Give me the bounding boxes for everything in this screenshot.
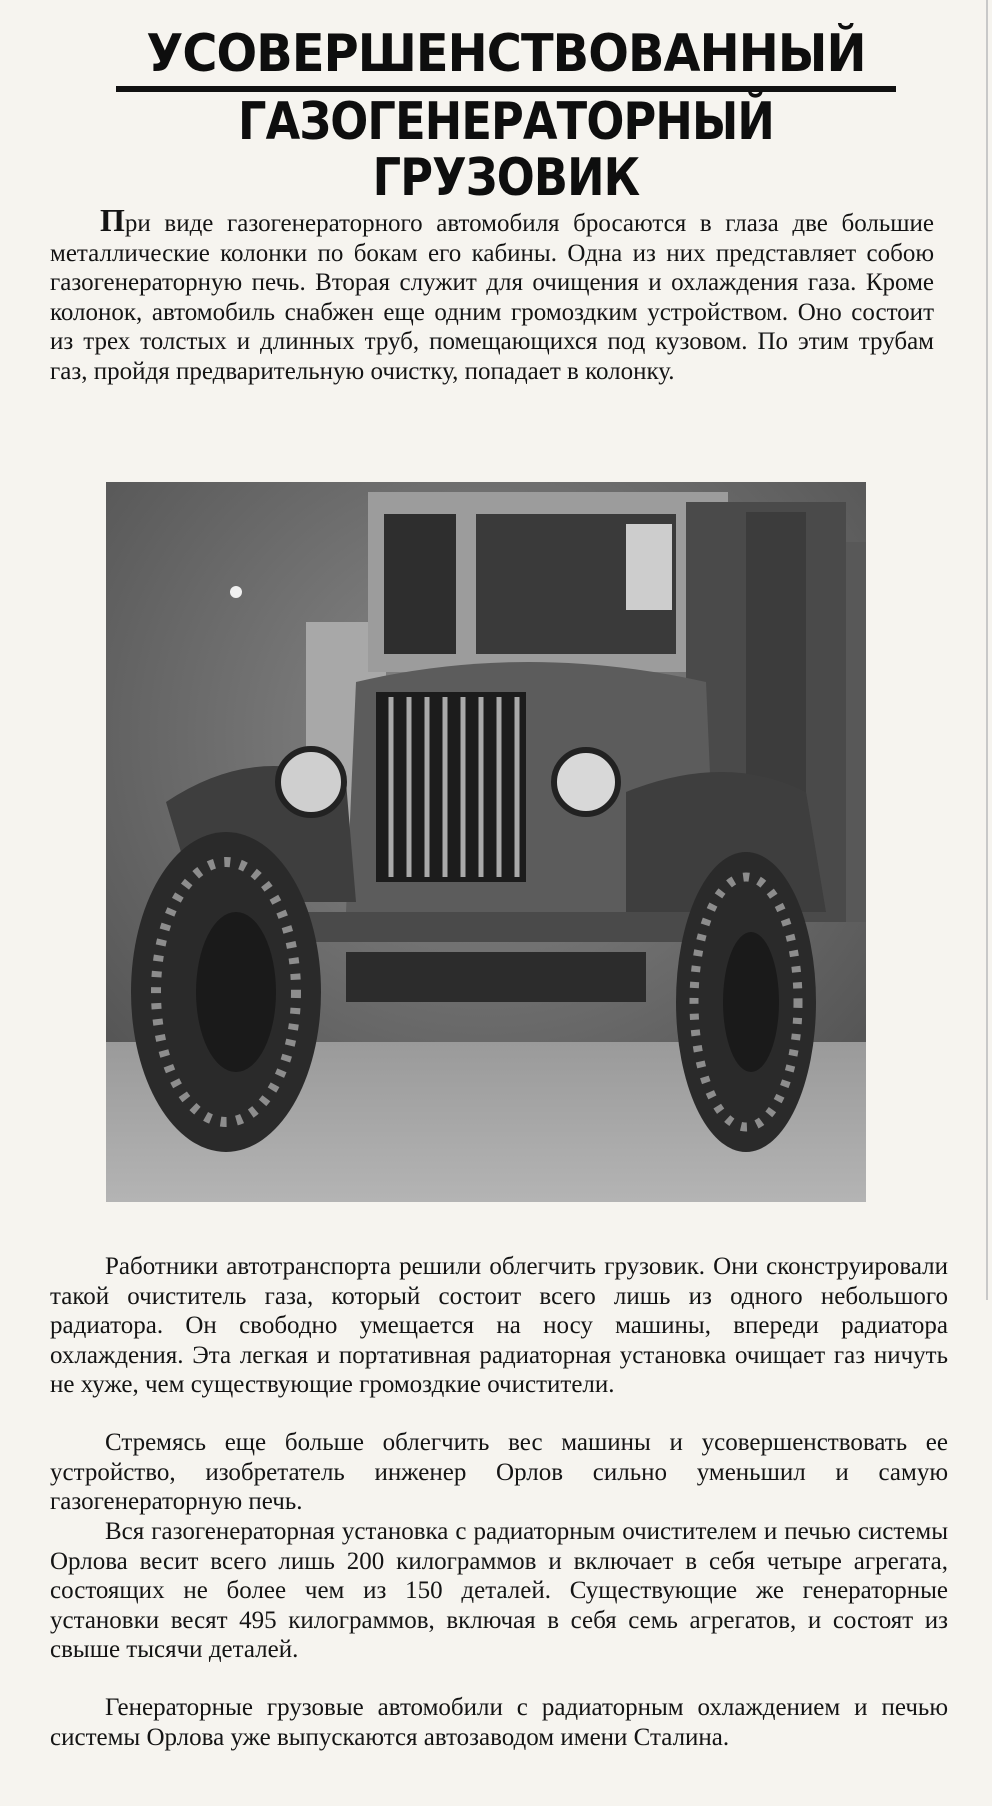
intro-paragraph [50, 202, 934, 386]
headline-line-2: ГАЗОГЕНЕРАТОРНЫЙ ГРУЗОВИК [237, 92, 775, 208]
body-paragraph-4: Генераторные грузовые автомобили с радиаторным охлаждением и печью системы Орлова уже выпускаются автозаводом имени Сталина. [50, 1694, 948, 1751]
truck-photo [106, 482, 866, 1202]
body-paragraph-3: Вся газогенераторная установка с радиаторным очистителем и печью системы Орлова весит всего лишь 200 килограммов и включает в себя четыре агрегата, состоящих не более чем из 150 деталей. Существующие же генераторные установки весят 495 килограммов, включая в себя семь агрегатов, и состоят из свыше тысячи деталей. [50, 1518, 948, 1663]
intro-dropcap: П [100, 202, 125, 238]
body-paragraph-2: Стремясь еще больше облегчить вес машины и усовершенствовать ее устройство, изобретатель инженер Орлов сильно уменьшил и самую газогенераторную печь. [50, 1429, 948, 1515]
headline-line-1: УСОВЕРШЕНСТВОВАННЫЙ [146, 24, 866, 84]
intro-text: ри виде газогенераторного автомобиля бросаются в глаза две большие металлические колонки по бокам его кабины. Одна из них представляет собою газогенераторную печь. Вторая служит для очищения и охлаждения газа. Кроме колонок, автомобиль снабжен еще одним громоздким устройством. Оно состоит из трех толстых и длинных труб, помещающихся под кузовом. По этим трубам газ, пройдя предварительную очистку, попадает в колонку. [50, 210, 934, 385]
truck-illustration [106, 482, 866, 1202]
page-edge-divider [986, 0, 988, 1300]
body-paragraph-1: Работники автотранспорта решили облегчить грузовик. Они сконструировали такой очиститель газа, который состоит всего лишь из одного небольшого радиатора. Он свободно умещается на носу машины, впереди радиатора охлаждения. Эта легкая и портативная радиаторная установка очищает газ ничуть не хуже, чем существующие громоздкие очистители. [50, 1253, 948, 1398]
article-headline [96, 26, 916, 206]
